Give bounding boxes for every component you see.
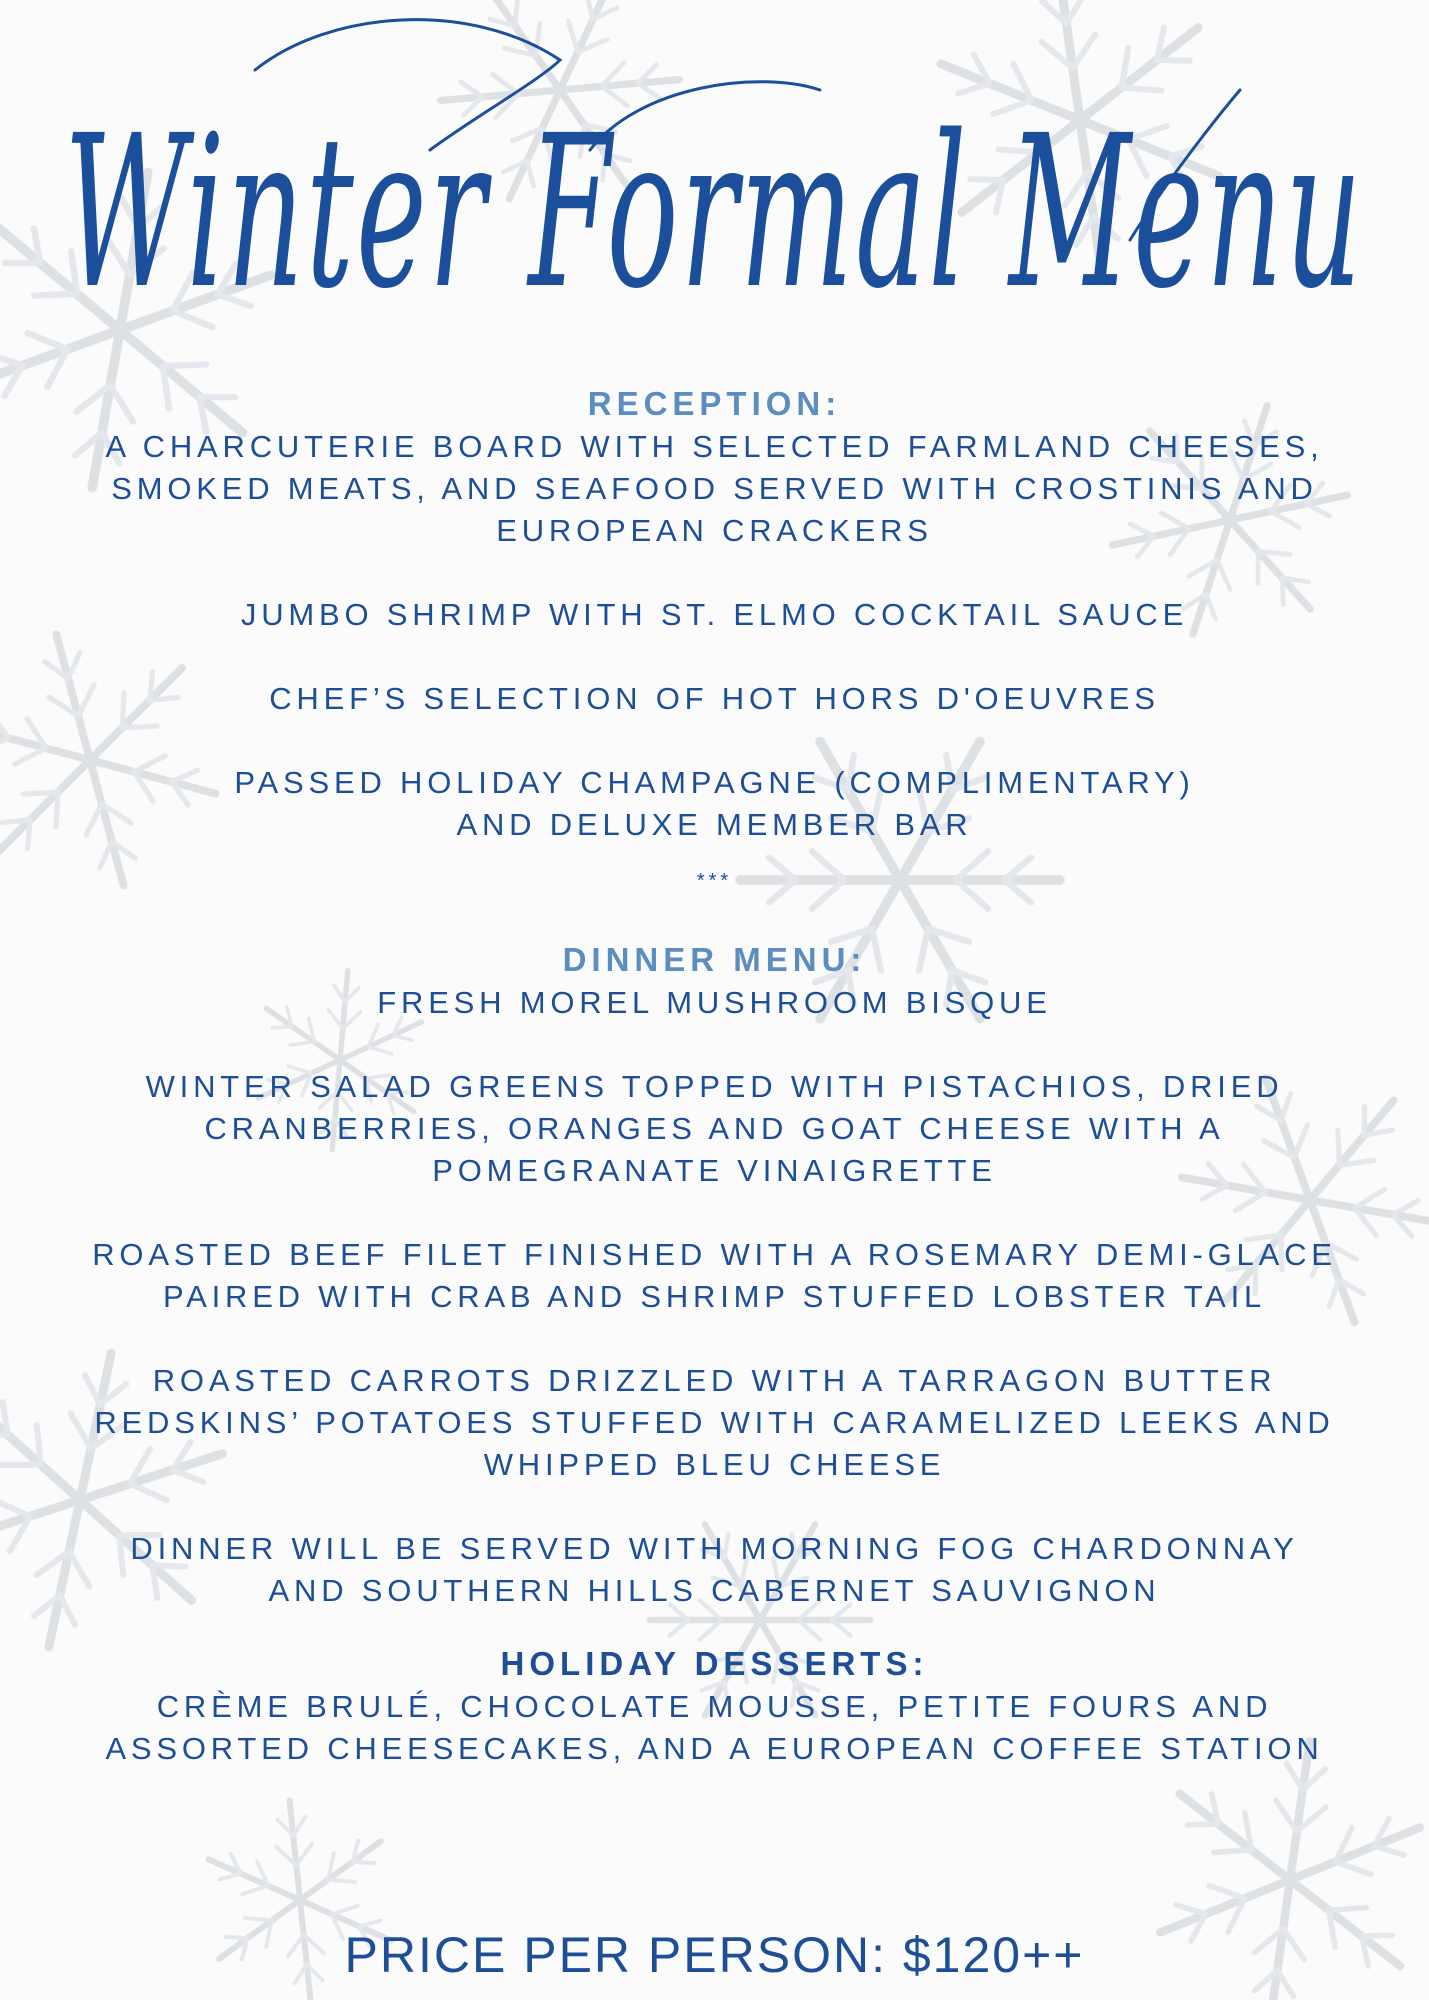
dinner-heading: DINNER MENU:: [562, 941, 867, 978]
price-per-person: PRICE PER PERSON: $120++: [344, 1927, 1085, 1983]
menu-line: JUMBO SHRIMP WITH ST. ELMO COCKTAIL SAUCE: [240, 597, 1189, 632]
desserts-heading: HOLIDAY DESSERTS:: [500, 1645, 929, 1682]
menu-line: ASSORTED CHEESECAKES, AND A EUROPEAN COFFEE STATION: [105, 1731, 1324, 1766]
dinner-item: [20, 1066, 1409, 1192]
menu-line: EUROPEAN CRACKERS: [496, 513, 933, 548]
section-separator: ***: [696, 870, 733, 892]
menu-line: REDSKINS’ POTATOES STUFFED WITH CARAMELIZED LEEKS AND: [94, 1405, 1335, 1440]
page-title: Winter Formal Menu: [64, 90, 1364, 335]
dinner-item: [20, 1360, 1409, 1486]
desserts-item: [20, 1686, 1409, 1770]
menu-line: ROASTED BEEF FILET FINISHED WITH A ROSEMARY DEMI-GLACE: [92, 1237, 1337, 1272]
reception-item: [20, 594, 1409, 636]
reception-item: [20, 426, 1409, 552]
menu-title-area: [0, 0, 1429, 380]
menu-line: ROASTED CARROTS DRIZZLED WITH A TARRAGON BUTTER: [152, 1363, 1277, 1398]
menu-line: CRANBERRIES, ORANGES AND GOAT CHEESE WITH A: [204, 1111, 1225, 1146]
menu-line: CHEF’S SELECTION OF HOT HORS D'OEUVRES: [269, 681, 1160, 716]
menu-line: AND DELUXE MEMBER BAR: [456, 807, 973, 842]
menu-line: PAIRED WITH CRAB AND SHRIMP STUFFED LOBSTER TAIL: [162, 1279, 1267, 1314]
menu-line: AND SOUTHERN HILLS CABERNET SAUVIGNON: [268, 1573, 1161, 1608]
dinner-item: [20, 982, 1409, 1024]
menu-line: PASSED HOLIDAY CHAMPAGNE (COMPLIMENTARY): [234, 765, 1195, 800]
menu-line: DINNER WILL BE SERVED WITH MORNING FOG CHARDONNAY: [130, 1531, 1299, 1566]
menu-line: WINTER SALAD GREENS TOPPED WITH PISTACHIOS, DRIED: [145, 1069, 1284, 1104]
menu-line: SMOKED MEATS, AND SEAFOOD SERVED WITH CROSTINIS AND: [111, 471, 1318, 506]
menu-line: A CHARCUTERIE BOARD WITH SELECTED FARMLAND CHEESES,: [105, 429, 1324, 464]
menu-content: [20, 382, 1409, 1770]
reception-item: [20, 762, 1409, 846]
dinner-item: [20, 1528, 1409, 1612]
menu-line: POMEGRANATE VINAIGRETTE: [432, 1153, 997, 1188]
menu-line: WHIPPED BLEU CHEESE: [483, 1447, 946, 1482]
reception-item: [20, 678, 1409, 720]
dinner-item: [20, 1234, 1409, 1318]
reception-heading: RECEPTION:: [587, 385, 842, 422]
menu-line: FRESH MOREL MUSHROOM BISQUE: [377, 985, 1052, 1020]
menu-line: CRÈME BRULÉ, CHOCOLATE MOUSSE, PETITE FOURS AND: [156, 1689, 1273, 1724]
